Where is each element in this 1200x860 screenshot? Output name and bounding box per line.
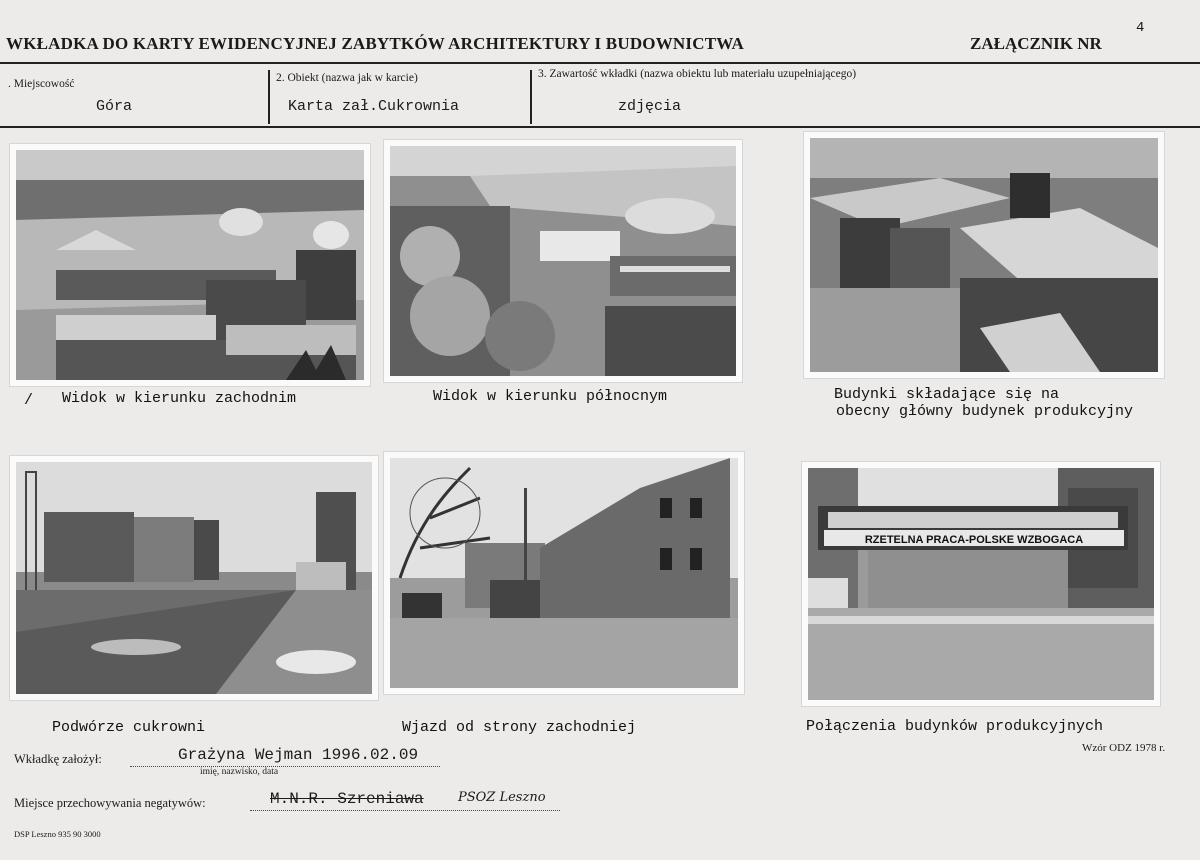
- photo-production-building: [804, 132, 1164, 378]
- negatives-handwritten: PSOZ Leszno: [458, 790, 546, 805]
- photo-1-caption: Widok w kierunku zachodnim: [62, 390, 297, 407]
- annex-label: ZAŁĄCZNIK NR: [970, 34, 1102, 53]
- field-divider-1: [268, 70, 270, 124]
- compiled-by-sublabel: imię, nazwisko, data: [200, 767, 279, 777]
- photo-factory-yard: [10, 456, 378, 700]
- negatives-value: M.N.R. Szreniawa: [270, 790, 424, 808]
- object-label: 2. Obiekt (nazwa jak w karcie): [276, 72, 418, 84]
- template-note: Wzór ODZ 1978 r.: [1082, 742, 1166, 754]
- photo-west-view: [10, 144, 370, 386]
- printer-note: DSP Leszno 935 90 3000: [14, 829, 101, 839]
- photo-6-caption: Połączenia budynków produkcyjnych: [806, 718, 1104, 735]
- locality-label: . Miejscowość: [8, 78, 75, 90]
- header-rule: [0, 62, 1200, 64]
- compiled-by-line: [130, 766, 440, 767]
- photo-2-caption: Widok w kierunku północnym: [433, 388, 668, 405]
- negatives-label: Miejsce przechowywania negatywów:: [14, 796, 206, 810]
- compiled-by-value: Grażyna Wejman 1996.02.09: [178, 746, 419, 764]
- field-divider-2: [530, 70, 532, 124]
- locality-value: Góra: [96, 98, 133, 115]
- compiled-by-label: Wkładkę założył:: [14, 752, 102, 766]
- annex-number: 4: [1136, 20, 1145, 36]
- photo-4-caption: Podwórze cukrowni: [52, 719, 206, 736]
- fields-rule: [0, 126, 1200, 128]
- photo-3-caption-line-1: Budynki składające się na: [834, 386, 1060, 403]
- photo-1-prefix: /: [24, 392, 34, 409]
- negatives-line: [250, 810, 560, 811]
- banner-text: RZETELNA PRACA-POLSKE WZBOGACA: [864, 534, 1084, 546]
- photo-west-entrance: [384, 452, 744, 694]
- photo-3-caption-line-2: obecny główny budynek produkcyjny: [836, 403, 1134, 420]
- contents-label: 3. Zawartość wkładki (nazwa obiektu lub materiału uzupełniającego): [538, 68, 857, 80]
- contents-value: zdjęcia: [618, 98, 682, 115]
- form-title: WKŁADKA DO KARTY EWIDENCYJNEJ ZABYTKÓW ARCHITEKTURY I BUDOWNICTWA: [6, 34, 745, 53]
- photo-5-caption: Wjazd od strony zachodniej: [402, 719, 637, 736]
- object-value: Karta zał.Cukrownia: [288, 98, 460, 115]
- photo-north-view: [384, 140, 742, 382]
- photo-production-connection: [802, 462, 1160, 706]
